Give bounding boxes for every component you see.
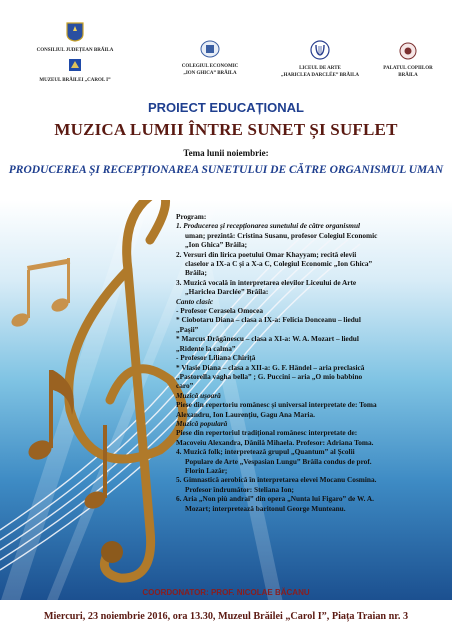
program-line: Alexandru, Ion Laurențiu, Gagu Ana Maria.	[176, 409, 315, 419]
liceu-label-1: LICEUL DE ARTE	[299, 66, 341, 71]
project-label: PROIECT EDUCAȚIONAL	[148, 100, 304, 115]
program-line: 3. Muzică vocală în interpretarea elevilor Liceului de Arte	[176, 277, 357, 287]
program-line: Piese din repertoriul tradițional românesc interpretate de:	[176, 428, 358, 438]
liceu-logo-block	[268, 40, 372, 79]
program-line: „Hariclea Darclée” Brăila:	[185, 287, 269, 297]
program-line: caro”	[176, 381, 194, 391]
liceu-label-2: „HARICLEA DARCLÉE” BRĂILA	[280, 73, 360, 78]
program-line: Populare de Arte „Vespasian Lungu” Brăila condus de prof.	[185, 456, 372, 466]
county-crest-icon	[66, 22, 84, 42]
palat-label-2: BRĂILA	[398, 73, 418, 78]
page-title: MUZICA LUMII ÎNTRE SUNET ȘI SUFLET	[54, 120, 398, 139]
program-line: Muzică ușoară	[176, 390, 221, 400]
colegiu-emblem-icon	[200, 40, 220, 58]
program-line: 4. Muzică folk; interpretează grupul „Quantum” al Școlii	[176, 447, 355, 457]
consiliu-logo-block	[20, 22, 130, 54]
program-line: „Ion Ghica” Brăila;	[185, 240, 248, 250]
palat-emblem-icon	[399, 42, 417, 60]
colegiu-label-2: „ION GHICA” BRĂILA	[183, 71, 237, 76]
program-line: claselor a IX-a C și a X-a C, Colegiul Economic „Ion Ghica”	[185, 259, 373, 269]
coordinator-label: COORDONATOR: PROF. NICOLAE BĂCANU	[142, 588, 310, 597]
museum-crest-icon	[68, 58, 82, 72]
lyre-icon	[310, 40, 330, 60]
colegiu-logo-block	[160, 40, 260, 77]
muzeu-logo-block	[20, 58, 130, 84]
colegiu-label-1: COLEGIUL ECONOMIC	[181, 64, 239, 69]
program-title: Program:	[176, 212, 207, 221]
program-line: * Vlasie Diana – clasa a XII-a: G. F. Händel – aria preclasică	[176, 362, 365, 372]
program-line: * Ciobotaru Diana – clasa a IX-a: Felicia Donceanu – liedul	[176, 315, 361, 325]
program-line: Mozart; interpretează baritonul George Munteanu.	[185, 503, 346, 513]
program-line: Canto clasic	[176, 296, 214, 306]
program-line: „Pașii”	[176, 324, 199, 334]
program-line: Brăila;	[185, 268, 207, 278]
logo-header	[0, 0, 452, 92]
program-line: „Pastorella vagha bella” ; G. Puccini – aria „O mio babbino	[176, 371, 363, 381]
program-line: - Profesor Liliana Chiriță	[176, 353, 256, 363]
consiliu-label: CONSILIUL JUDEȚEAN BRĂILA	[36, 48, 114, 53]
program-line: Profesor îndrumător: Steliana Ion;	[185, 484, 294, 494]
program-line: „Ridente la calma”	[176, 343, 236, 353]
theme-subtitle: PRODUCEREA ȘI RECEPȚIONAREA SUNETULUI DE CĂTRE ORGANISMUL UMAN	[8, 164, 444, 176]
program-section	[176, 212, 448, 513]
program-line: * Marcus Drăgănescu – clasa a XI-a: W. A. Mozart – liedul	[176, 334, 359, 344]
program-line: 1. Producerea și recepționarea sunetului de către organismul	[176, 221, 361, 231]
program-line: uman; prezintă: Cristina Susanu, profesor Colegiul Economic	[185, 230, 378, 240]
palat-label-1: PALATUL COPIILOR	[383, 66, 433, 71]
program-line: - Profesor Cerasela Omocea	[176, 306, 264, 316]
program-line: 2. Versuri din lirica poetului Omar Khayyam; recită elevii	[176, 249, 357, 259]
muzeu-label: MUZEUL BRĂILEI „CAROL I”	[39, 78, 111, 83]
program-line: Florin Lazăr;	[185, 465, 228, 475]
event-footer: Miercuri, 23 noiembrie 2016, ora 13.30, Muzeul Brăilei „Carol I”, Piața Traian nr. 3	[43, 611, 409, 622]
program-line: 6. Aria „Non più andrai” din opera „Nunta lui Figaro” de W. A.	[176, 494, 374, 504]
program-line: Piese din repertoriu românesc și universal interpretate de: Toma	[176, 400, 377, 410]
palat-logo-block	[372, 42, 444, 79]
program-line: Macoveiu Alexandra, Dănilă Mihaela. Profesor: Adriana Toma.	[176, 437, 374, 447]
program-line: 5. Gimnastică aerobică în interpretarea elevei Mocanu Cosmina.	[176, 475, 377, 485]
eighth-note-icon	[25, 370, 108, 512]
theme-label: Tema lunii noiembrie:	[183, 148, 269, 158]
program-line: Muzică populară	[176, 418, 228, 428]
